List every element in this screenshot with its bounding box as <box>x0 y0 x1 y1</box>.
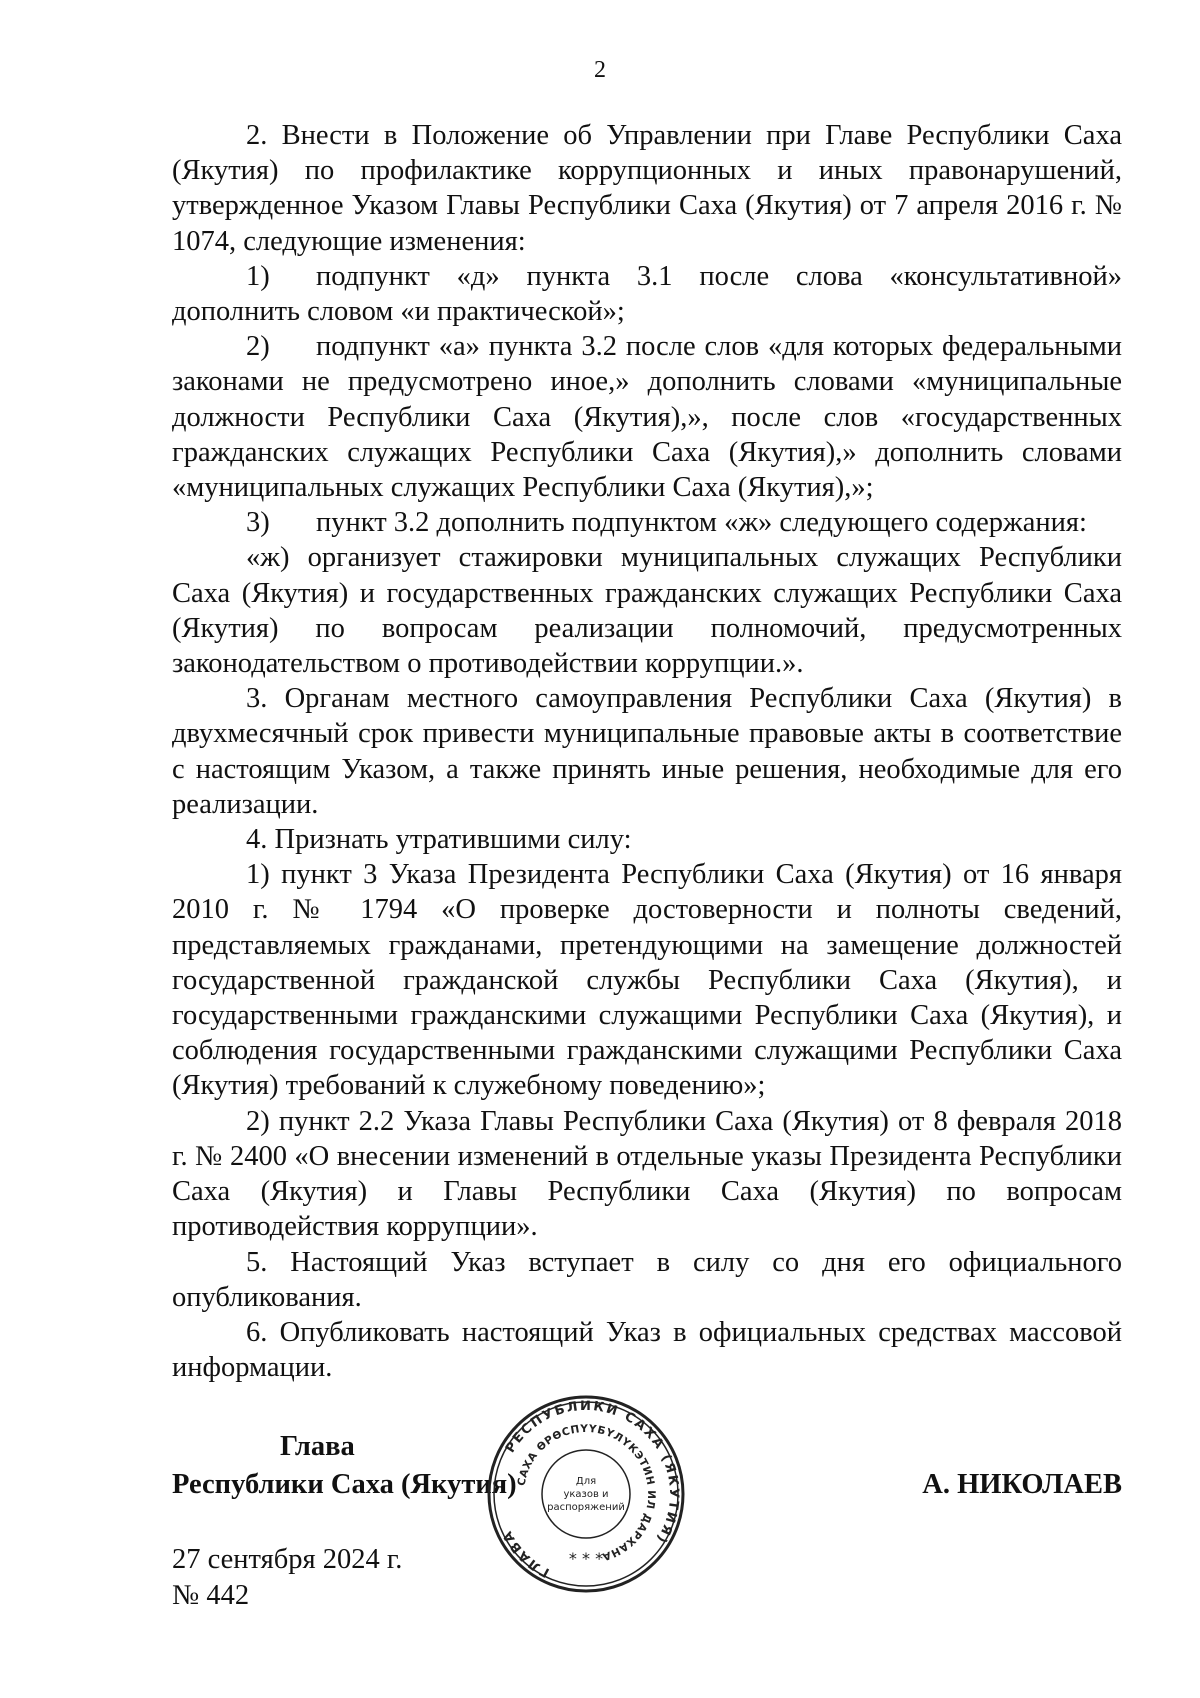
paragraph-p2: 2. Внести в Положение об Управлении при Главе Республики Саха (Якутия) по профилактике коррупционных и иных правонарушений, утвержденное Указом Главы Республики Саха (Якутия) от 7 апреля 2016 г. № 1074, следующие изменения: <box>172 120 1122 257</box>
stamp-center-line1: Для <box>575 1476 597 1487</box>
paragraph-p4-2: 2) пункт 2.2 Указа Главы Республики Саха (Якутия) от 8 февраля 2018 г. № 2400 «О внесении изменений в отдельные указы Президента Республики Саха (Якутия) и Главы Республики Саха (Якутия) по вопросам противодействия коррупции». <box>172 1105 1122 1243</box>
subpoint-text: подпункт «а» пункта 3.2 после слов «для которых федеральными законами не предусмотрено иное,» дополнить словами «муниципальные должности Республики Саха (Якутия),», после слов «государственных гражданских служащих Республики Саха (Якутия),» дополнить словами «муниципальных служащих Республики Саха (Якутия),»; <box>172 331 1122 504</box>
paragraph-p3: 3. Органам местного самоуправления Республики Саха (Якутия) в двухмесячный срок привести муниципальные правовые акты в соответствие с настоящим Указом, а также принять иные решения, необходимые для его реализации. <box>172 683 1122 820</box>
date-block <box>172 1542 402 1614</box>
document-body <box>172 118 1122 1385</box>
document-date: 27 сентября 2024 г. <box>172 1544 403 1575</box>
stamp-center-line2: указов и <box>563 1489 609 1500</box>
paragraph-p6: 6. Опубликовать настоящий Указ в официальных средствах массовой информации. <box>172 1316 1122 1384</box>
stamp-center-line3: распоряжений <box>547 1502 625 1513</box>
subpoint-text: пункт 3.2 дополнить подпунктом «ж» следующего содержания: <box>316 507 1087 539</box>
signer-name: А. НИКОЛАЕВ <box>922 1469 1122 1500</box>
paragraph-p5: 5. Настоящий Указ вступает в силу со дня его официального опубликования. <box>172 1246 1122 1313</box>
page-number: 2 <box>594 57 606 83</box>
paragraph-p2-3-zh: «ж) организует стажировки муниципальных служащих Республики Саха (Якутия) и государственных гражданских служащих Республики Саха (Якутия) по вопросам реализации полномочий, предусмотренных законодательством о противодействии коррупции.». <box>172 542 1122 680</box>
stamp-inner-ring-text: САХА ӨРӨСПҮҮБҮЛҮКЭТИН ИЛ ДАРХАНА <box>515 1422 658 1563</box>
signature-title-line1: Глава <box>280 1431 355 1462</box>
paragraph-p4: 4. Признать утратившими силу: <box>246 824 632 856</box>
stamp-outer-text: РЕСПУБЛИКИ САХА (ЯКУТИЯ) <box>502 1398 682 1547</box>
stamp-left-text: ГЛАВА <box>499 1526 553 1580</box>
subpoint-number: 3) <box>246 507 270 539</box>
subpoint-text: подпункт «д» пункта 3.1 после слова «консультативной» дополнить словом «и практической»; <box>172 260 1122 328</box>
stamp-stars: * * * <box>568 1549 604 1568</box>
subpoint-number: 2) <box>246 331 270 363</box>
signature-title-line2: Республики Саха (Якутия) <box>172 1469 517 1500</box>
signature-title-block <box>172 1428 517 1504</box>
paragraph-p2-2 <box>172 329 1122 505</box>
document-number: № 442 <box>172 1580 250 1611</box>
paragraph-p2-1 <box>172 259 1122 329</box>
official-seal <box>486 1394 686 1594</box>
paragraph-p4-1: 1) пункт 3 Указа Президента Республики Саха (Якутия) от 16 января 2010 г. № 1794 «О проверке достоверности и полноты сведений, представляемых гражданами, претендующими на замещение должностей государственной гражданской службы Республики Саха (Якутия), и государственными гражданскими служащими Республики Саха (Якутия), и соблюдения государственными гражданскими служащими Республики Саха (Якутия) требований к служебному поведению»; <box>172 859 1122 1102</box>
paragraph-p2-3 <box>172 505 1122 540</box>
subpoint-number: 1) <box>246 260 270 292</box>
